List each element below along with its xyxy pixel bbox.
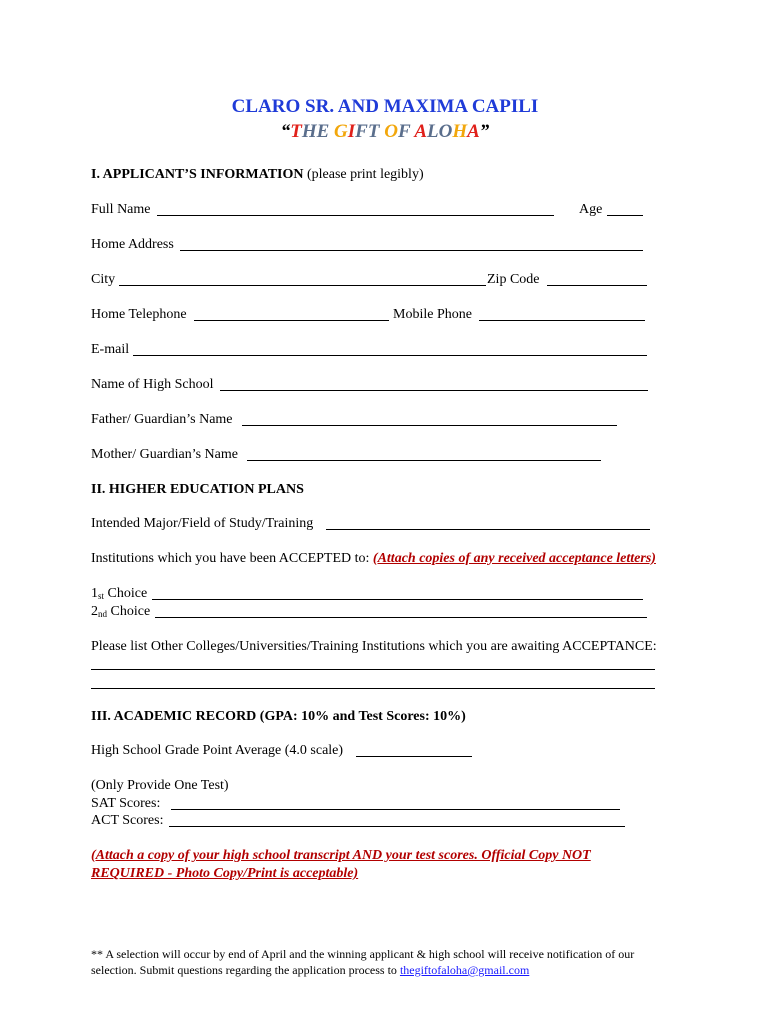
first-choice-label xyxy=(91,586,147,602)
subtitle-segment: F xyxy=(397,121,415,142)
first-choice-field[interactable] xyxy=(152,599,643,600)
home-telephone-label: Home Telephone xyxy=(91,307,187,322)
father-field[interactable] xyxy=(242,425,617,426)
footer-line-1: ** A selection will occur by end of April and the winning applicant & high school will receive notification of our xyxy=(91,947,635,961)
home-telephone-field[interactable] xyxy=(194,320,389,321)
home-address-label: Home Address xyxy=(91,237,174,252)
zip-code-field[interactable] xyxy=(547,285,647,286)
form-subtitle xyxy=(0,121,770,143)
section-3-heading: III. ACADEMIC RECORD (GPA: 10% and Test Scores: 10%) xyxy=(91,709,466,724)
full-name-field[interactable] xyxy=(157,215,554,216)
subtitle-segment: LO xyxy=(427,121,453,142)
second-choice-text: Choice xyxy=(110,604,151,619)
accepted-attach-note: (Attach copies of any received acceptance letters) xyxy=(372,551,656,566)
second-choice-ordinal: nd xyxy=(98,609,107,619)
intended-major-label: Intended Major/Field of Study/Training xyxy=(91,516,314,531)
city-label: City xyxy=(91,272,116,287)
high-school-label: Name of High School xyxy=(91,377,214,392)
first-choice-ordinal: st xyxy=(98,591,105,601)
transcript-note-line-1: (Attach a copy of your high school transcript AND your test scores. Official Copy NOT xyxy=(91,848,591,863)
subtitle-segment: HE xyxy=(301,121,335,142)
father-label: Father/ Guardian’s Name xyxy=(91,412,233,427)
second-choice-field[interactable] xyxy=(155,617,647,618)
intended-major-field[interactable] xyxy=(326,529,650,530)
section-1-heading xyxy=(91,167,424,183)
section-1-note: (please print legibly) xyxy=(306,167,424,182)
email-label: E-mail xyxy=(91,342,130,357)
mobile-phone-field[interactable] xyxy=(479,320,645,321)
mother-field[interactable] xyxy=(247,460,601,461)
subtitle-segment: G xyxy=(334,121,348,142)
section-2-heading: II. HIGHER EDUCATION PLANS xyxy=(91,482,304,497)
gpa-field[interactable] xyxy=(356,756,472,757)
subtitle-segment: T xyxy=(367,121,385,142)
only-one-test-note: (Only Provide One Test) xyxy=(91,778,229,793)
contact-email-link[interactable]: thegiftofaloha@gmail.com xyxy=(399,963,530,977)
subtitle-segment: I xyxy=(347,121,356,142)
home-address-field[interactable] xyxy=(180,250,643,251)
accepted-text: Institutions which you have been ACCEPTED to: xyxy=(91,551,370,566)
act-field[interactable] xyxy=(169,826,625,827)
other-institutions-label: Please list Other Colleges/Universities/Training Institutions which you are awaiting ACCEPTANCE: xyxy=(91,639,657,654)
sat-label: SAT Scores: xyxy=(91,796,161,811)
age-label: Age xyxy=(579,202,603,217)
sat-field[interactable] xyxy=(171,809,620,810)
mother-label: Mother/ Guardian’s Name xyxy=(91,447,238,462)
act-label: ACT Scores: xyxy=(91,813,164,828)
first-choice-text: Choice xyxy=(107,586,148,601)
subtitle-segment: H xyxy=(452,121,468,142)
full-name-label: Full Name xyxy=(91,202,151,217)
subtitle-close-quote: ” xyxy=(479,121,490,142)
city-field[interactable] xyxy=(119,285,486,286)
subtitle-text xyxy=(290,121,480,142)
other-institutions-line-1[interactable] xyxy=(91,669,655,670)
subtitle-open-quote: “ xyxy=(280,121,291,142)
other-institutions-line-2[interactable] xyxy=(91,688,655,689)
subtitle-segment: O xyxy=(384,121,398,142)
subtitle-segment: A xyxy=(467,121,480,142)
zip-code-label: Zip Code xyxy=(487,272,540,287)
subtitle-segment: A xyxy=(414,121,427,142)
age-field[interactable] xyxy=(607,215,643,216)
footer-text: selection. Submit questions regarding the application process to xyxy=(91,963,397,977)
high-school-field[interactable] xyxy=(220,390,648,391)
gpa-label: High School Grade Point Average (4.0 scale) xyxy=(91,743,344,758)
subtitle-segment: T xyxy=(290,121,302,142)
second-choice-number: 2 xyxy=(91,604,98,619)
email-field[interactable] xyxy=(133,355,647,356)
accepted-institutions-label xyxy=(91,551,656,567)
footer-line-2 xyxy=(91,963,529,977)
subtitle-segment: F xyxy=(355,121,368,142)
section-1-title: I. APPLICANT’S INFORMATION xyxy=(91,167,304,182)
mobile-phone-label: Mobile Phone xyxy=(393,307,472,322)
first-choice-number: 1 xyxy=(91,586,98,601)
second-choice-label xyxy=(91,604,150,620)
form-title: CLARO SR. AND MAXIMA CAPILI xyxy=(231,96,539,117)
transcript-note-line-2: REQUIRED - Photo Copy/Print is acceptable) xyxy=(91,866,359,881)
